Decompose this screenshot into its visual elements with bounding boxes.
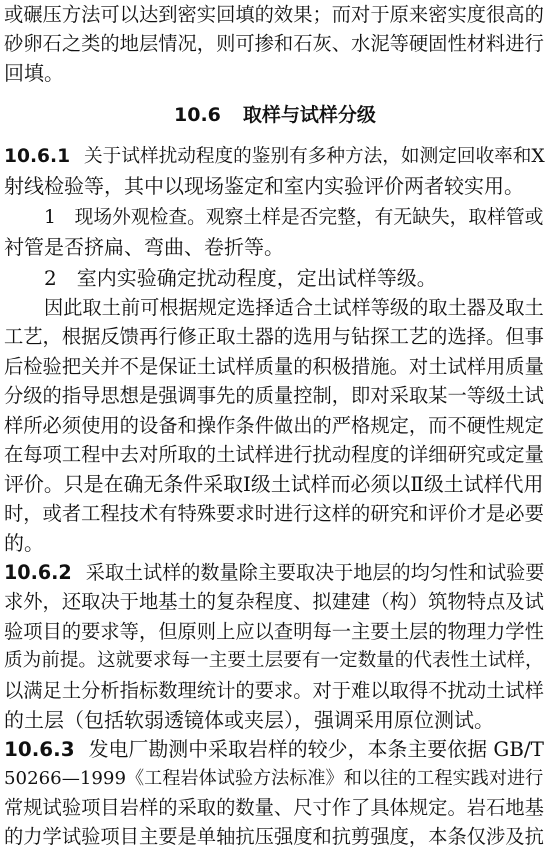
clause-number: 10.6.2 bbox=[4, 561, 72, 584]
list-item-2: 2 室内实验确定扰动程度，定出试样等级。 bbox=[44, 266, 437, 290]
section-title: 取样与试样分级 bbox=[242, 104, 376, 126]
text-line: 回填。 bbox=[4, 61, 64, 85]
text-line: 的力学试验项目主要是单轴抗压强度和抗剪强度，本条仅涉及抗 bbox=[4, 825, 544, 848]
text-line: 采取土试样的数量除主要取决于地层的均匀性和试验要 bbox=[85, 561, 545, 584]
clause-10-6-2-first-line bbox=[4, 560, 544, 586]
text-line: 以满足土分析指标数理统计的要求。对于难以取得不扰动土试样 bbox=[4, 679, 544, 702]
text-line: 评价。只是在确无条件采取Ⅰ级土试样而必须以Ⅱ级土试样代用 bbox=[4, 473, 544, 496]
text-line: 50266—1999《工程岩体试验方法标准》和以往的工程实践对进行 bbox=[4, 768, 544, 789]
clause-10-6-1-first-line bbox=[4, 144, 545, 170]
text-line: 衬管是否挤扁、弯曲、卷折等。 bbox=[4, 235, 284, 259]
clause-number: 10.6.3 bbox=[4, 738, 75, 761]
text-line: 在每项工程中去对所取的土试样进行扰动程度的详细研究或定量 bbox=[4, 443, 544, 466]
text-line: 后检验把关并不是保证土试样质量的积极措施。对土试样用质量 bbox=[4, 355, 544, 378]
text-line: 常规试验项目岩样的采取的数量、尺寸作了具体规定。岩石地基 bbox=[4, 796, 544, 819]
text-line: 验项目的要求等，但原则上应以查明每一主要土层的物理力学性 bbox=[4, 620, 544, 643]
paragraph-start: 因此取土前可根据规定选择适合土试样等级的取土器及取土 bbox=[44, 296, 544, 319]
text-line: 质为前提。这就要求每一主要土层要有一定数量的代表性土试样， bbox=[4, 650, 544, 671]
list-item-1: 1 现场外观检查。观察土样是否完整，有无缺失，取样管或 bbox=[44, 207, 544, 228]
text-line: 工艺，根据反馈再行修正取土器的选用与钻探工艺的选择。但事 bbox=[4, 325, 544, 348]
text-line: 的。 bbox=[4, 531, 44, 555]
clause-number: 10.6.1 bbox=[4, 146, 71, 167]
text-line: 砂卵石之类的地层情况，则可掺和石灰、水泥等硬固性材料进行 bbox=[4, 32, 544, 55]
text-line: 求外，还取决于地基土的复杂程度、拟建建（构）筑物特点及试 bbox=[4, 590, 544, 613]
text-line: 或碾压方法可以达到密实回填的效果；而对于原来密实度很高的 bbox=[4, 3, 544, 26]
clause-10-6-3-first-line bbox=[4, 737, 544, 763]
text-line: 关于试样扰动程度的鉴别有多种方法，如测定回收率和X bbox=[84, 146, 545, 167]
text-line: 分级的指导思想是强调事先的质量控制，即对采取某一等级土试 bbox=[4, 384, 544, 407]
text-line: 发电厂勘测中采取岩样的较少，本条主要依据 GB/T bbox=[88, 738, 544, 761]
text-line: 的土层（包括软弱透镜体或夹层），强调采用原位测试。 bbox=[4, 708, 494, 732]
section-number: 10.6 bbox=[174, 104, 221, 126]
text-line: 样所必须使用的设备和操作条件做出的严格规定，而不硬性规定 bbox=[4, 414, 544, 437]
section-heading bbox=[174, 102, 376, 128]
text-line: 射线检验等，其中以现场鉴定和室内实验评价两者较实用。 bbox=[4, 174, 524, 198]
text-line: 时，或者工程技术有特殊要求时进行这样的研究和评价才是必要 bbox=[4, 502, 544, 525]
